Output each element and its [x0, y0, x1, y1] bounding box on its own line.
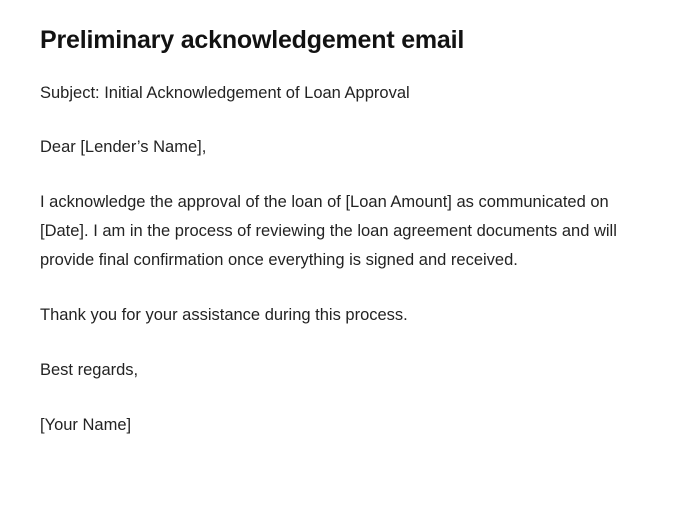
email-body-paragraph: I acknowledge the approval of the loan of [Loan Amount] as communicated on [Date]. I am in the process of reviewing the loan agreement documents and will provide final confirmation once everything is signed and received.	[40, 193, 617, 269]
page-title: Preliminary acknowledgement email	[40, 26, 465, 54]
email-closing: Best regards,	[40, 360, 139, 379]
email-thanks-paragraph: Thank you for your assistance during this process.	[40, 305, 408, 324]
email-salutation: Dear [Lender’s Name],	[40, 138, 207, 157]
email-subject-line: Subject: Initial Acknowledgement of Loan Approval	[40, 83, 410, 102]
email-signature-name: [Your Name]	[40, 415, 132, 434]
